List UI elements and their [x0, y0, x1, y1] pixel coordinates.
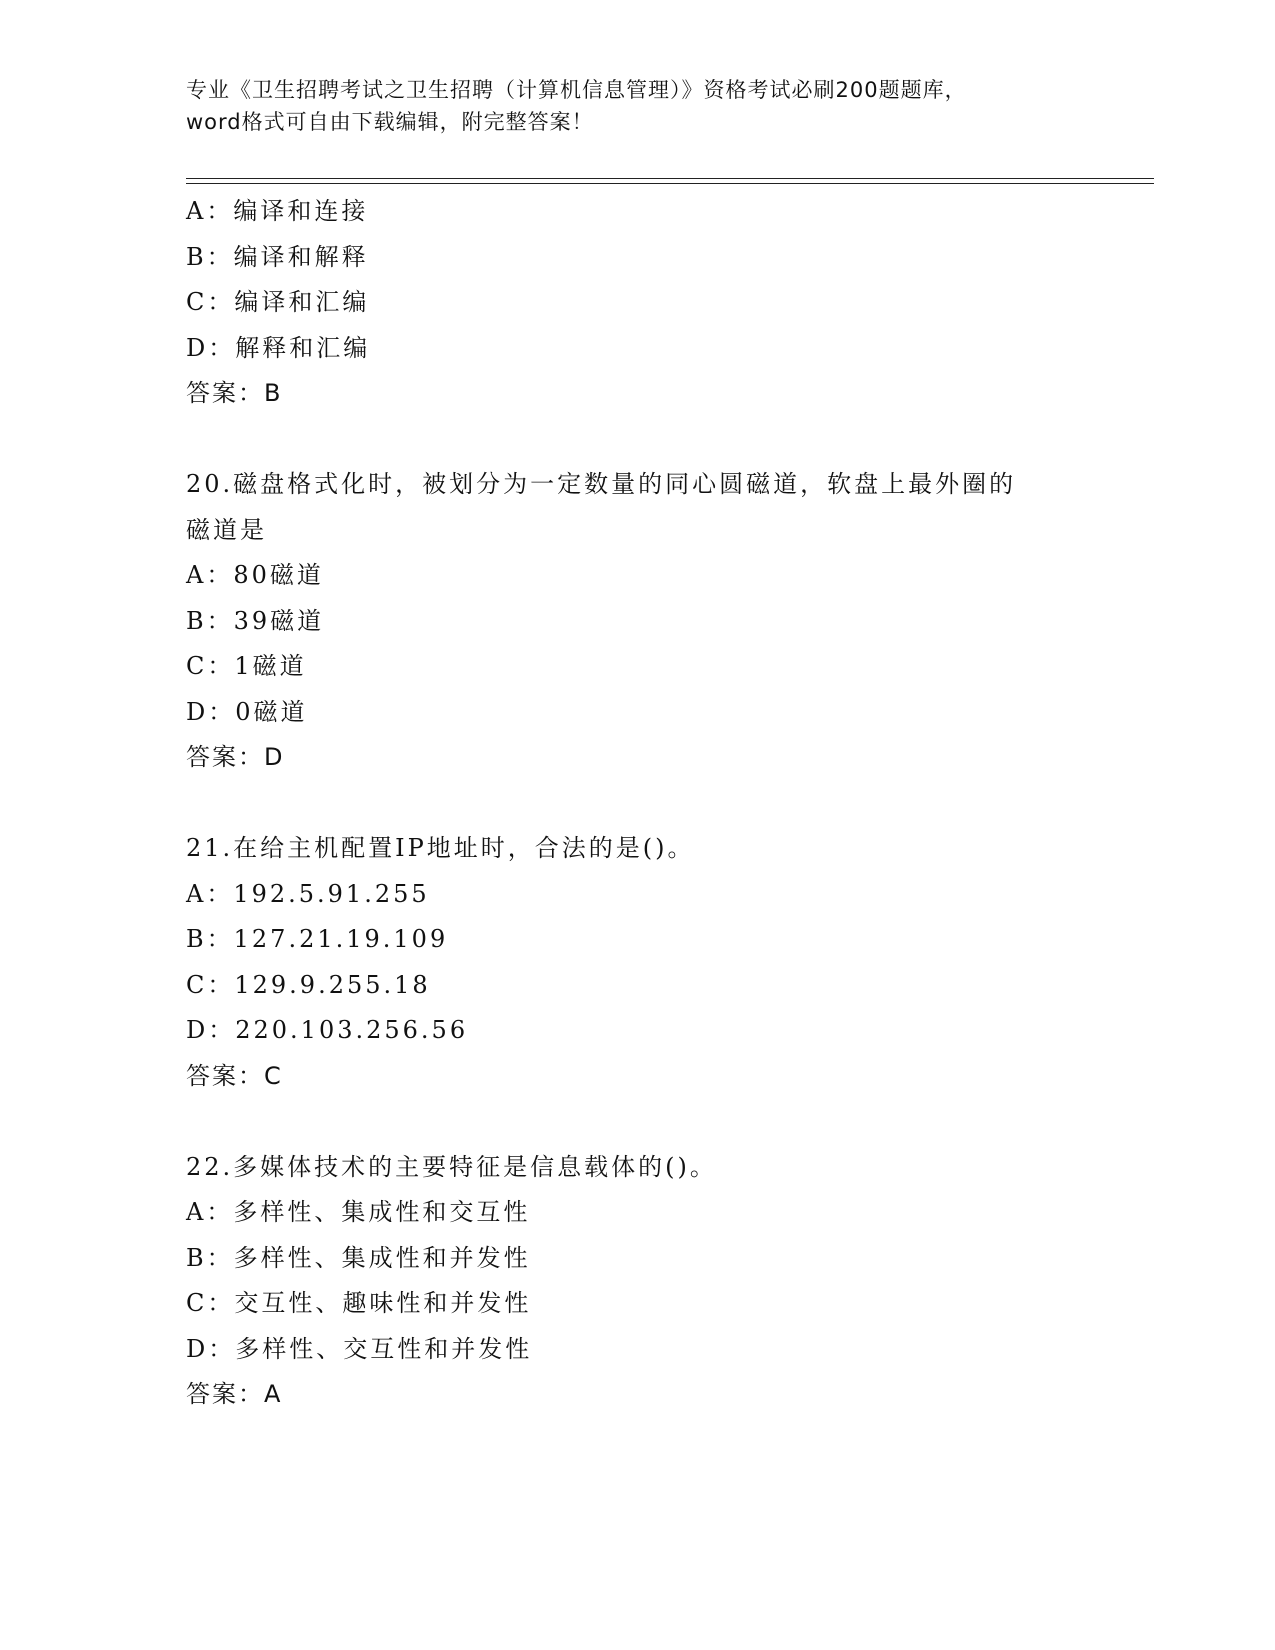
option-a: A：80磁道: [186, 561, 324, 589]
option-b: B：39磁道: [186, 606, 325, 635]
answer-line: 答案：C: [186, 1061, 283, 1090]
option-b: B：多样性、集成性和并发性: [186, 1243, 531, 1272]
option-b: B：编译和解释: [186, 242, 369, 271]
block-spacer: [186, 781, 1146, 827]
question-block-21: [186, 826, 1146, 1099]
question-block-20: [186, 462, 1146, 781]
option-b: B：127.21.19.109: [186, 925, 449, 953]
header-rule-bottom: [186, 183, 1154, 184]
header-line-2: word格式可自由下载编辑，附完整答案！: [186, 110, 594, 134]
document-header: [186, 74, 1086, 138]
option-d: D：解释和汇编: [186, 333, 371, 362]
question-text: 21.在给主机配置IP地址时，合法的是()。: [186, 834, 695, 862]
header-rule-top: [186, 178, 1154, 179]
option-a: A：多样性、集成性和交互性: [186, 1198, 531, 1226]
question-text: 20.磁盘格式化时，被划分为一定数量的同心圆磁道，软盘上最外圈的: [186, 470, 1017, 498]
answer-line: 答案：B: [186, 379, 283, 407]
option-d: D：0磁道: [186, 697, 308, 726]
option-a: A：编译和连接: [186, 197, 369, 225]
option-c: C：编译和汇编: [186, 288, 370, 316]
question-text-continued: 磁道是: [186, 515, 267, 544]
option-a: A：192.5.91.255: [186, 879, 430, 908]
option-c: C：交互性、趣味性和并发性: [186, 1289, 532, 1317]
question-text: 22.多媒体技术的主要特征是信息载体的()。: [186, 1152, 717, 1181]
header-line-1: 专业《卫生招聘考试之卫生招聘（计算机信息管理）》资格考试必刷200题题库，: [186, 78, 967, 102]
option-c: C：129.9.255.18: [186, 970, 431, 999]
question-block-22: [186, 1145, 1146, 1418]
block-spacer: [186, 417, 1146, 463]
answer-line: 答案：D: [186, 743, 285, 771]
block-spacer: [186, 1099, 1146, 1145]
option-d: D：220.103.256.56: [186, 1016, 469, 1044]
question-block-19: [186, 189, 1146, 417]
option-c: C：1磁道: [186, 652, 307, 680]
question-list: [186, 189, 1146, 1418]
answer-line: 答案：A: [186, 1380, 283, 1408]
option-d: D：多样性、交互性和并发性: [186, 1334, 533, 1363]
